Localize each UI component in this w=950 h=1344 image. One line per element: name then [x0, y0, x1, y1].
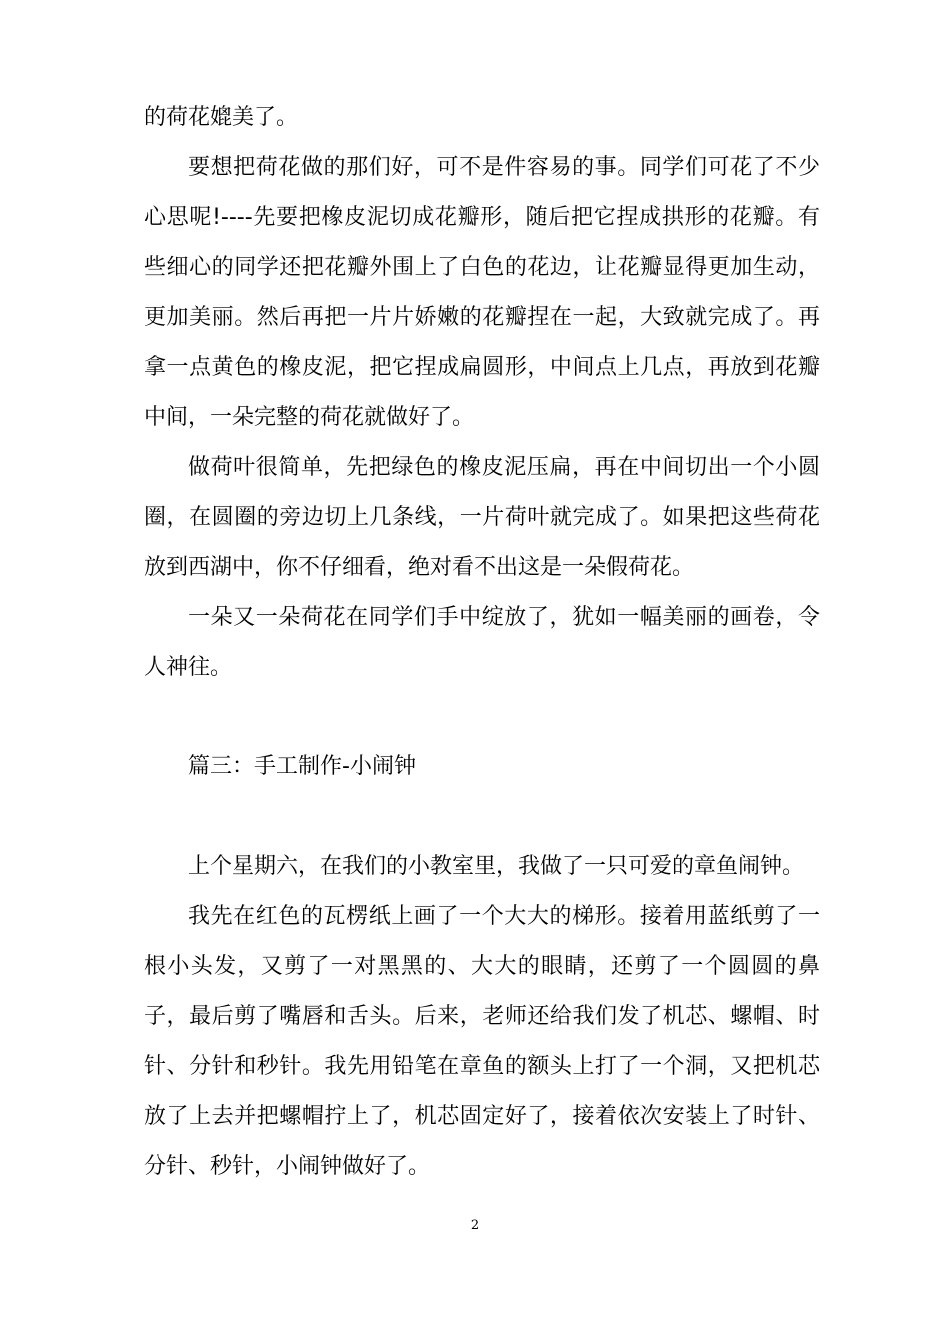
section-heading: 篇三：手工制作-小闹钟: [188, 754, 416, 779]
paragraph-lotus-conclusion: 一朵又一朵荷花在同学们手中绽放了，犹如一幅美丽的画卷，令人神往。: [144, 605, 820, 680]
paragraph-clock-intro: 上个星期六，在我们的小教室里，我做了一只可爱的章鱼闹钟。: [188, 854, 805, 879]
paragraph-continuation: 的荷花媲美了。: [144, 105, 299, 130]
paragraph-lotus-leaf-making: 做荷叶很简单，先把绿色的橡皮泥压扁，再在中间切出一个小圆圈，在圆圈的旁边切上几条线，一片荷叶就完成了。如果把这些荷花放到西湖中，你不仔细看，绝对看不出这是一朵假荷花。: [144, 455, 820, 580]
document-body: [144, 93, 820, 1192]
paragraph-clock-process: 我先在红色的瓦楞纸上画了一个大大的梯形。接着用蓝纸剪了一根小头发，又剪了一对黑黑的、大大的眼睛，还剪了一个圆圆的鼻子，最后剪了嘴唇和舌头。后来，老师还给我们发了机芯、螺帽、时针、分针和秒针。我先用铅笔在章鱼的额头上打了一个洞，又把机芯放了上去并把螺帽拧上了，机芯固定好了，接着依次安装上了时针、分针、秒针，小闹钟做好了。: [144, 904, 820, 1179]
paragraph-lotus-flower-making: 要想把荷花做的那们好，可不是件容易的事。同学们可花了不少心思呢!----先要把橡皮泥切成花瓣形，随后把它捏成拱形的花瓣。有些细心的同学还把花瓣外围上了白色的花边，让花瓣显得更加生动，更加美丽。然后再把一片片娇嫩的花瓣捏在一起，大致就完成了。再拿一点黄色的橡皮泥，把它捏成扁圆形，中间点上几点，再放到花瓣中间，一朵完整的荷花就做好了。: [144, 155, 820, 430]
page-number: 2: [470, 1218, 480, 1233]
